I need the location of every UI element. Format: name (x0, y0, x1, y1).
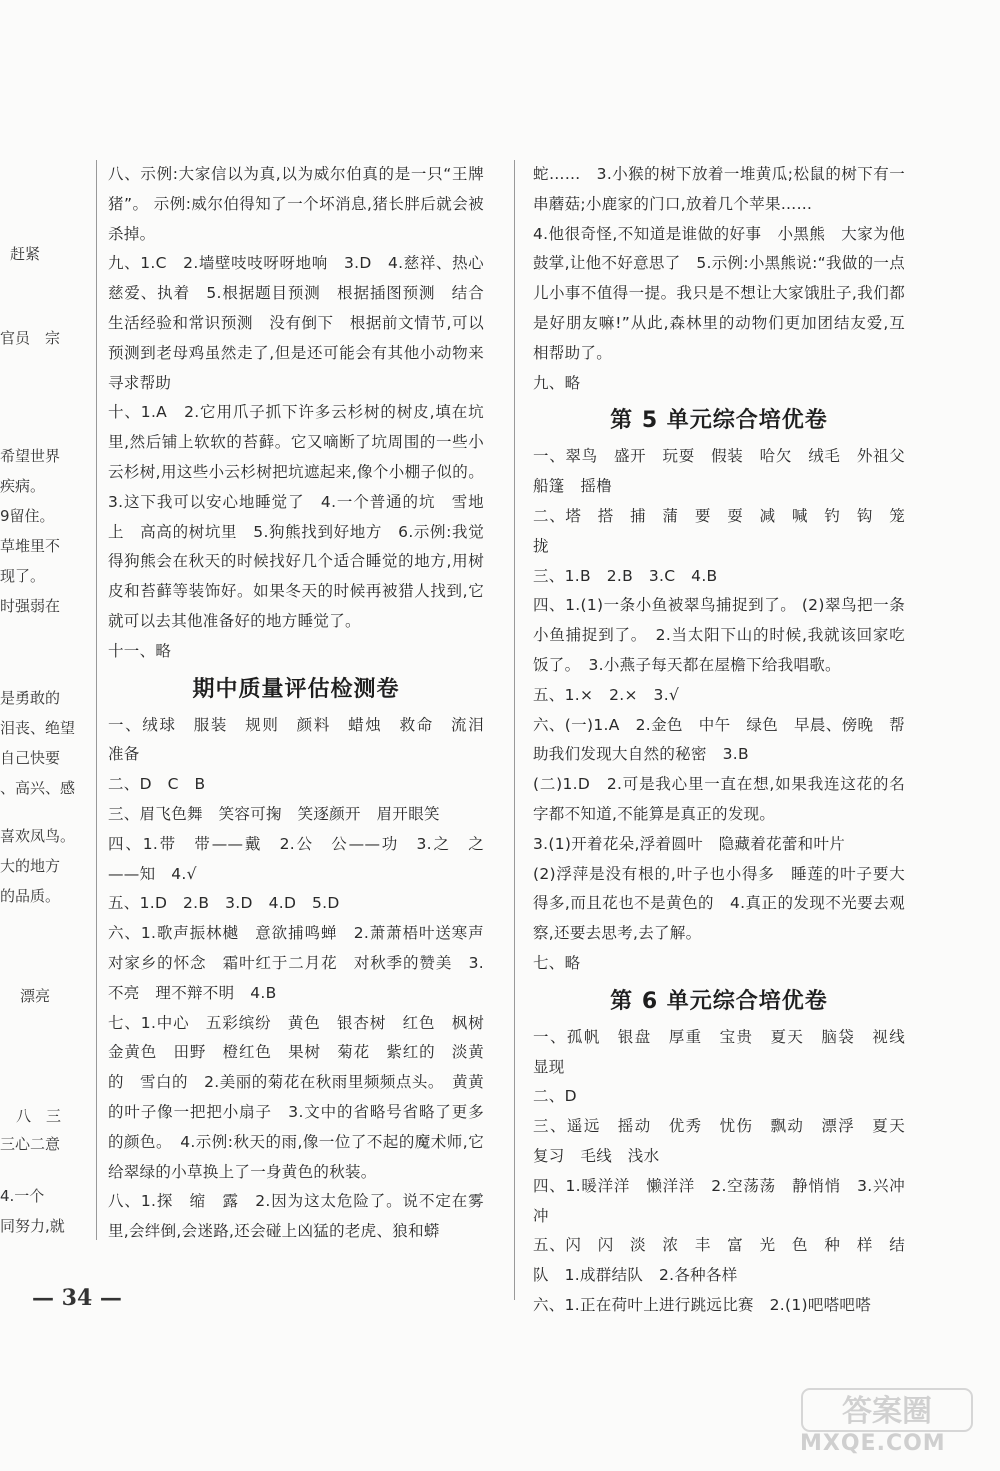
edge-fragment: 草堆里不 (0, 537, 61, 555)
edge-fragment: 官员 宗 (0, 329, 61, 347)
right-column (533, 160, 921, 1321)
answer-paragraph: 3.(1)开着花朵,浮着圆叶 隐藏着花蕾和叶片 (533, 834, 846, 853)
edge-fragment: 自己快要 (0, 749, 61, 767)
answer-paragraph: 三、眉飞色舞 笑容可掬 笑逐颜开 眉开眼笑 (108, 804, 440, 823)
column-divider-left (96, 160, 97, 1240)
answer-paragraph: 七、略 (533, 953, 581, 972)
answer-paragraph: 五、闪 闪 淡 浓 丰 富 光 色 种 样 结 队 1.成群结队 2.各种各样 (533, 1236, 921, 1285)
edge-fragment: 泪丧、绝望 (0, 719, 76, 737)
watermark-url: MXQE.COM (800, 1431, 946, 1456)
edge-fragment: 是勇敢的 (0, 689, 61, 707)
answer-paragraph: 四、1.带 带——戴 2.公 公——功 3.之 之——知 4.√ (108, 834, 484, 883)
answer-paragraph: 十一、略 (108, 641, 172, 660)
answer-paragraph: 六、(一)1.A 2.金色 中午 绿色 早晨、傍晚 帮助我们发现大自然的秘密 3.B (533, 715, 905, 764)
edge-fragment: 、高兴、感 (0, 779, 76, 797)
watermark-logo-text: 答案圈 (842, 1394, 932, 1429)
edge-fragment: 赶紧 (10, 245, 41, 263)
answer-paragraph: 八、示例:大家信以为真,以为威尔伯真的是一只“王牌猪”。 示例:威尔伯得知了一个坏消息,猪长胖后就会被杀掉。 (108, 165, 484, 243)
answer-paragraph: 四、1.暖洋洋 懒洋洋 2.空荡荡 静悄悄 3.兴冲冲 (533, 1176, 905, 1225)
page-number: — 34 — (32, 1285, 122, 1311)
edge-fragment: 八 三 (16, 1107, 62, 1125)
answer-paragraph: 六、1.正在荷叶上进行跳远比赛 2.(1)吧嗒吧嗒 (533, 1295, 872, 1314)
edge-fragment: 漂亮 (20, 987, 51, 1005)
answer-paragraph: 一、翠鸟 盛开 玩耍 假装 哈欠 绒毛 外祖父 船篷 摇橹 (533, 447, 921, 496)
answer-paragraph: 九、略 (533, 373, 581, 392)
watermark-logo-icon (800, 1385, 975, 1435)
answer-paragraph: 十、1.A 2.它用爪子抓下许多云杉树的树皮,填在坑里,然后铺上软软的苔藓。它又嘀断了坑周围的一些小云杉树,用这些小云杉树把坑遮起来,像个小棚子似的。 3.这下我可以安心地睡觉了 4.一个普通的坑 雪地上 高高的树坑里 5.狗熊找到好地方 6.示例:我觉得狗熊会在秋天的时候找好几个适合睡觉的地方,用树皮和苔藓等装饰好。如果冬天的时候再被猎人找到,它就可以去其他准备好的地方睡觉了。 (108, 403, 484, 630)
edge-fragment: 希望世界 (0, 447, 61, 465)
edge-fragment: 疾病。 (0, 477, 46, 495)
edge-fragment: 的品质。 (0, 887, 61, 905)
edge-fragment: 现了。 (0, 567, 46, 585)
answer-paragraph: 一、孤帆 银盘 厚重 宝贵 夏天 脑袋 视线 显现 (533, 1027, 921, 1076)
watermark (800, 1385, 980, 1465)
answer-paragraph: 二、塔 搭 捕 蒲 要 耍 减 喊 钓 钩 笼 拢 (533, 506, 921, 555)
answer-paragraph: 五、1.D 2.B 3.D 4.D 5.D (108, 894, 340, 913)
answer-paragraph: 蛇…… 3.小猴的树下放着一堆黄瓜;松鼠的树下有一串蘑菇;小鹿家的门口,放着几个苹果…… (533, 165, 905, 213)
answer-paragraph: 4.他很奇怪,不知道是谁做的好事 小黑熊 大家为他鼓掌,让他不好意思了 5.示例:小黑熊说:“我做的一点儿小事不值得一提。我只是不想让大家饿肚子,我们都是好朋友嘛!”从此,森林里的动物们更加团结友爱,互相帮助了。 (533, 224, 905, 362)
section-heading: 第 5 单元综合培优卷 (610, 408, 828, 434)
edge-fragment: 9留住。 (0, 507, 55, 525)
edge-fragment: 大的地方 (0, 857, 61, 875)
previous-page-edge (0, 155, 76, 1315)
answer-paragraph: (二)1.D 2.可是我心里一直在想,如果我连这花的名字都不知道,不能算是真正的发现。 (533, 775, 905, 823)
answer-paragraph: 三、遥远 摇动 优秀 忧伤 飘动 漂浮 夏天 复习 毛线 浅水 (533, 1117, 921, 1165)
column-divider-center (514, 160, 515, 1300)
answer-paragraph: 一、绒球 服装 规则 颜料 蜡烛 救命 流泪 准备 (108, 715, 500, 764)
answer-paragraph: 九、1.C 2.墙壁吱吱呀呀地响 3.D 4.慈祥、热心 慈爱、执着 5.根据题目预测 根据插图预测 结合生活经验和常识预测 没有倒下 根据前文情节,可以预测到老母鸡虽然走了,但是还可能会有其他小动物来寻求帮助 (108, 254, 500, 392)
section-heading: 期中质量评估检测卷 (192, 676, 400, 702)
edge-fragment: 同努力,就 (0, 1217, 65, 1235)
answer-paragraph: 五、1.× 2.× 3.√ (533, 685, 680, 704)
edge-fragment: 4.一个 (0, 1187, 45, 1205)
edge-fragment: 三心二意 (0, 1135, 61, 1153)
answer-paragraph: (2)浮萍是没有根的,叶子也小得多 睡莲的叶子要大得多,而且花也不是黄色的 4.真正的发现不光要去观察,还要去思考,去了解。 (533, 864, 905, 943)
edge-fragment: 时强弱在 (0, 597, 61, 615)
edge-fragment: 喜欢凤鸟。 (0, 827, 76, 845)
answer-paragraph: 四、1.(1)一条小鱼被翠鸟捕捉到了。 (2)翠鸟把一条小鱼捕捉到了。 2.当太阳下山的时候,我就该回家吃饭了。 3.小燕子每天都在屋檐下给我唱歌。 (533, 596, 905, 674)
section-heading: 第 6 单元综合培优卷 (610, 988, 828, 1014)
answer-paragraph: 二、D C B (108, 775, 206, 794)
answer-paragraph: 二、D (533, 1087, 577, 1106)
answer-paragraph: 七、1.中心 五彩缤纷 黄色 银杏树 红色 枫树 金黄色 田野 橙红色 果树 菊花 紫红的 淡黄的 雪白的 2.美丽的菊花在秋雨里频频点头。 黄黄的叶子像一把把小扇子 3.文中的省略号省略了更多的颜色。 4.示例:秋天的雨,像一位了不起的魔术师,它给翠绿的小草换上了一身黄色的秋装。 (108, 1013, 500, 1181)
left-column (108, 160, 500, 1247)
answer-paragraph: 八、1.探 缩 露 2.因为这太危险了。说不定在雾里,会绊倒,会迷路,还会碰上凶猛的老虎、狼和蟒 (108, 1192, 484, 1241)
answer-paragraph: 六、1.歌声振林樾 意欲捕鸣蝉 2.萧萧梧叶送寒声 对家乡的怀念 霜叶红于二月花 对秋季的赞美 3.不亮 理不辩不明 4.B (108, 924, 500, 1002)
answer-paragraph: 三、1.B 2.B 3.C 4.B (533, 566, 718, 585)
